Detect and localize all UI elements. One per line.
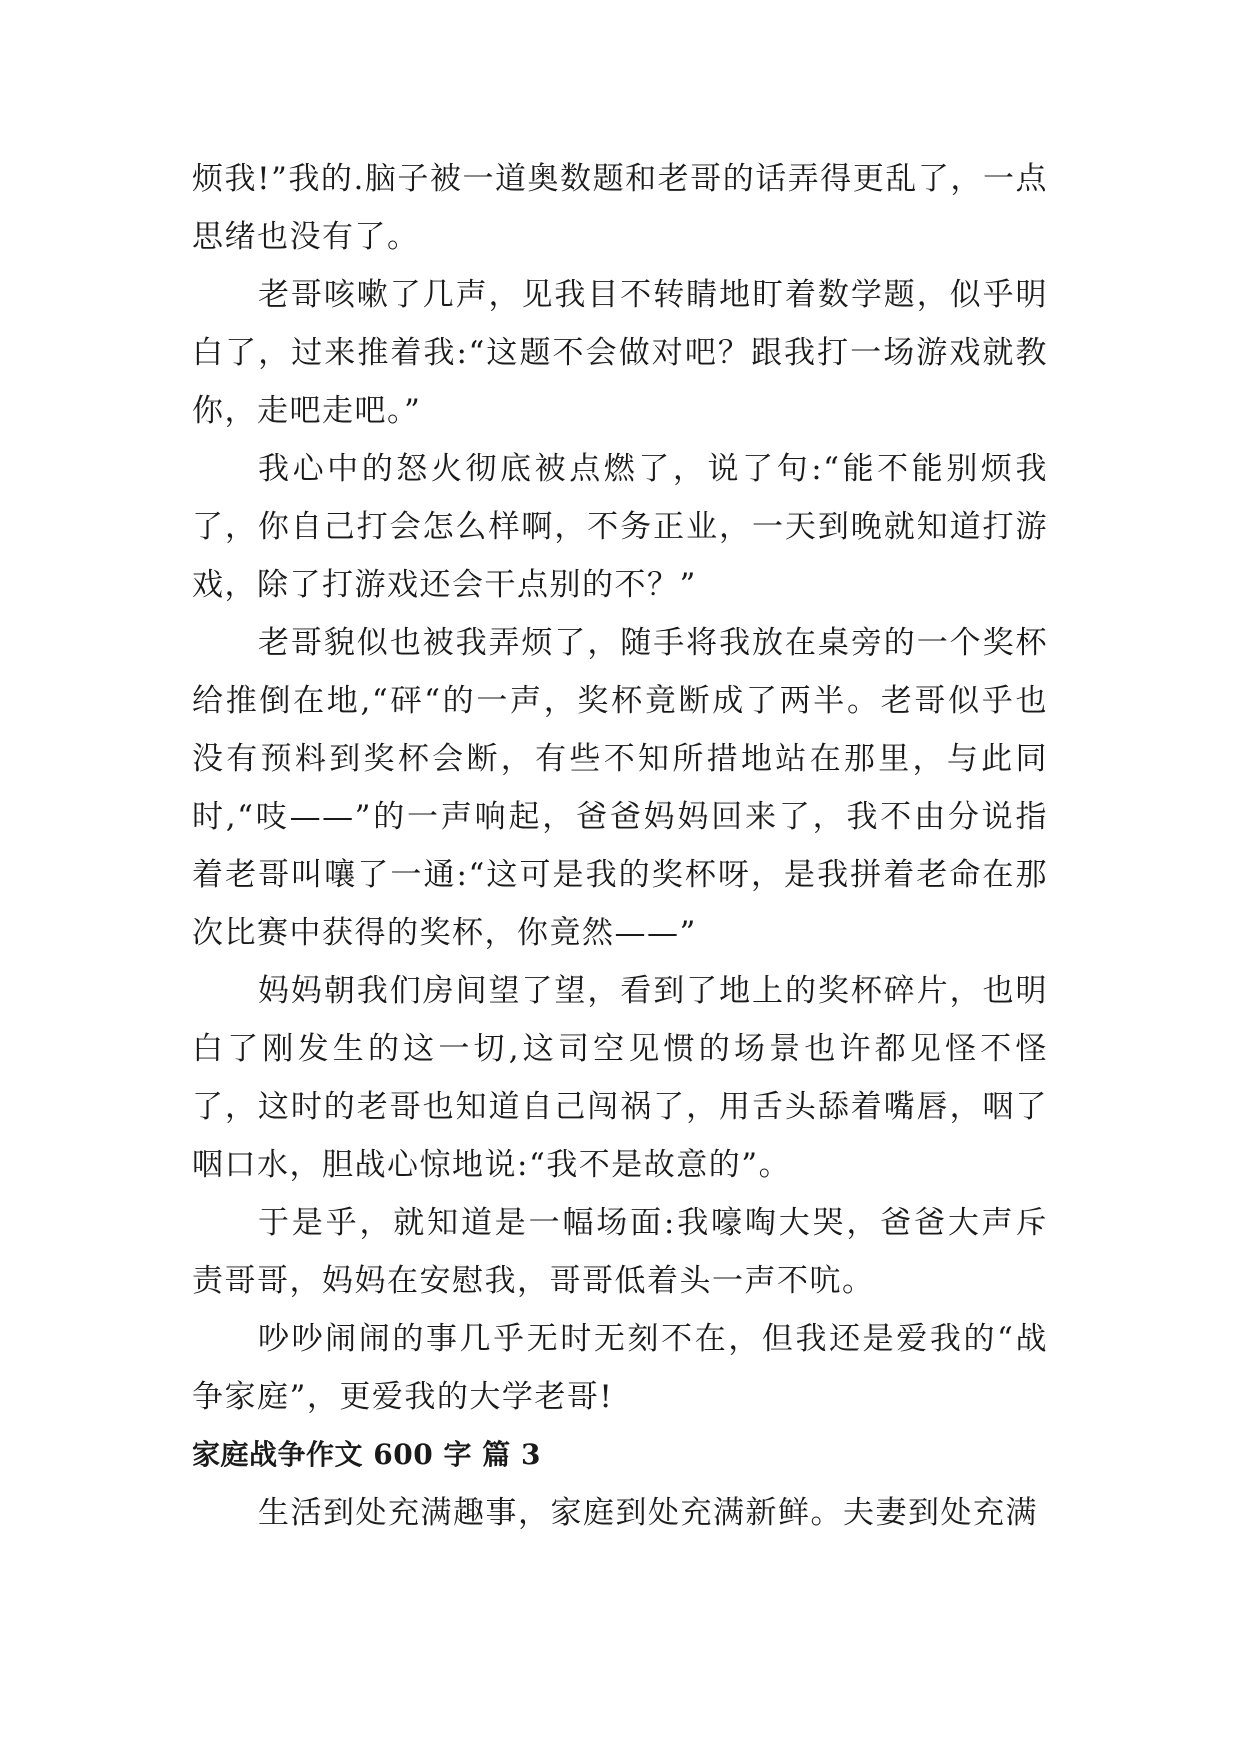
paragraph-6: 于是乎，就知道是一幅场面:我嚎啕大哭，爸爸大声斥责哥哥，妈妈在安慰我，哥哥低着头一声不吭。 (192, 1205, 1048, 1299)
paragraph-7: 吵吵闹闹的事几乎无时无刻不在，但我还是爱我的“战争家庭”，更爱我的大学老哥! (192, 1321, 1048, 1415)
paragraph-5: 妈妈朝我们房间望了望，看到了地上的奖杯碎片，也明白了刚发生的这一切,这司空见惯的场景也许都见怪不怪了，这时的老哥也知道自己闯祸了，用舌头舔着嘴唇，咽了咽口水，胆战心惊地说:“我不是故意的”。 (192, 973, 1048, 1183)
paragraph-8: 生活到处充满趣事，家庭到处充满新鲜。夫妻到处充满 (258, 1495, 1038, 1531)
paragraph-1: 烦我!”我的.脑子被一道奥数题和老哥的话弄得更乱了，一点思绪也没有了。 (192, 161, 1048, 255)
paragraph-4: 老哥貌似也被我弄烦了，随手将我放在桌旁的一个奖杯给推倒在地,“砰“的一声，奖杯竟断成了两半。老哥似乎也没有预料到奖杯会断，有些不知所措地站在那里，与此同时,“吱——”的一声响起，爸爸妈妈回来了，我不由分说指着老哥叫嚷了一通:“这可是我的奖杯呀，是我拼着老命在那次比赛中获得的奖杯，你竟然——” (192, 625, 1048, 951)
section-heading: 家庭战争作文 600 字 篇 3 (192, 1438, 541, 1471)
paragraph-2: 老哥咳嗽了几声，见我目不转睛地盯着数学题，似乎明白了，过来推着我:“这题不会做对吧？跟我打一场游戏就教你，走吧走吧。” (192, 277, 1048, 429)
document-page (192, 150, 1048, 1542)
paragraph-3: 我心中的怒火彻底被点燃了，说了句:“能不能别烦我了，你自己打会怎么样啊，不务正业，一天到晚就知道打游戏，除了打游戏还会干点别的不？” (192, 451, 1048, 603)
